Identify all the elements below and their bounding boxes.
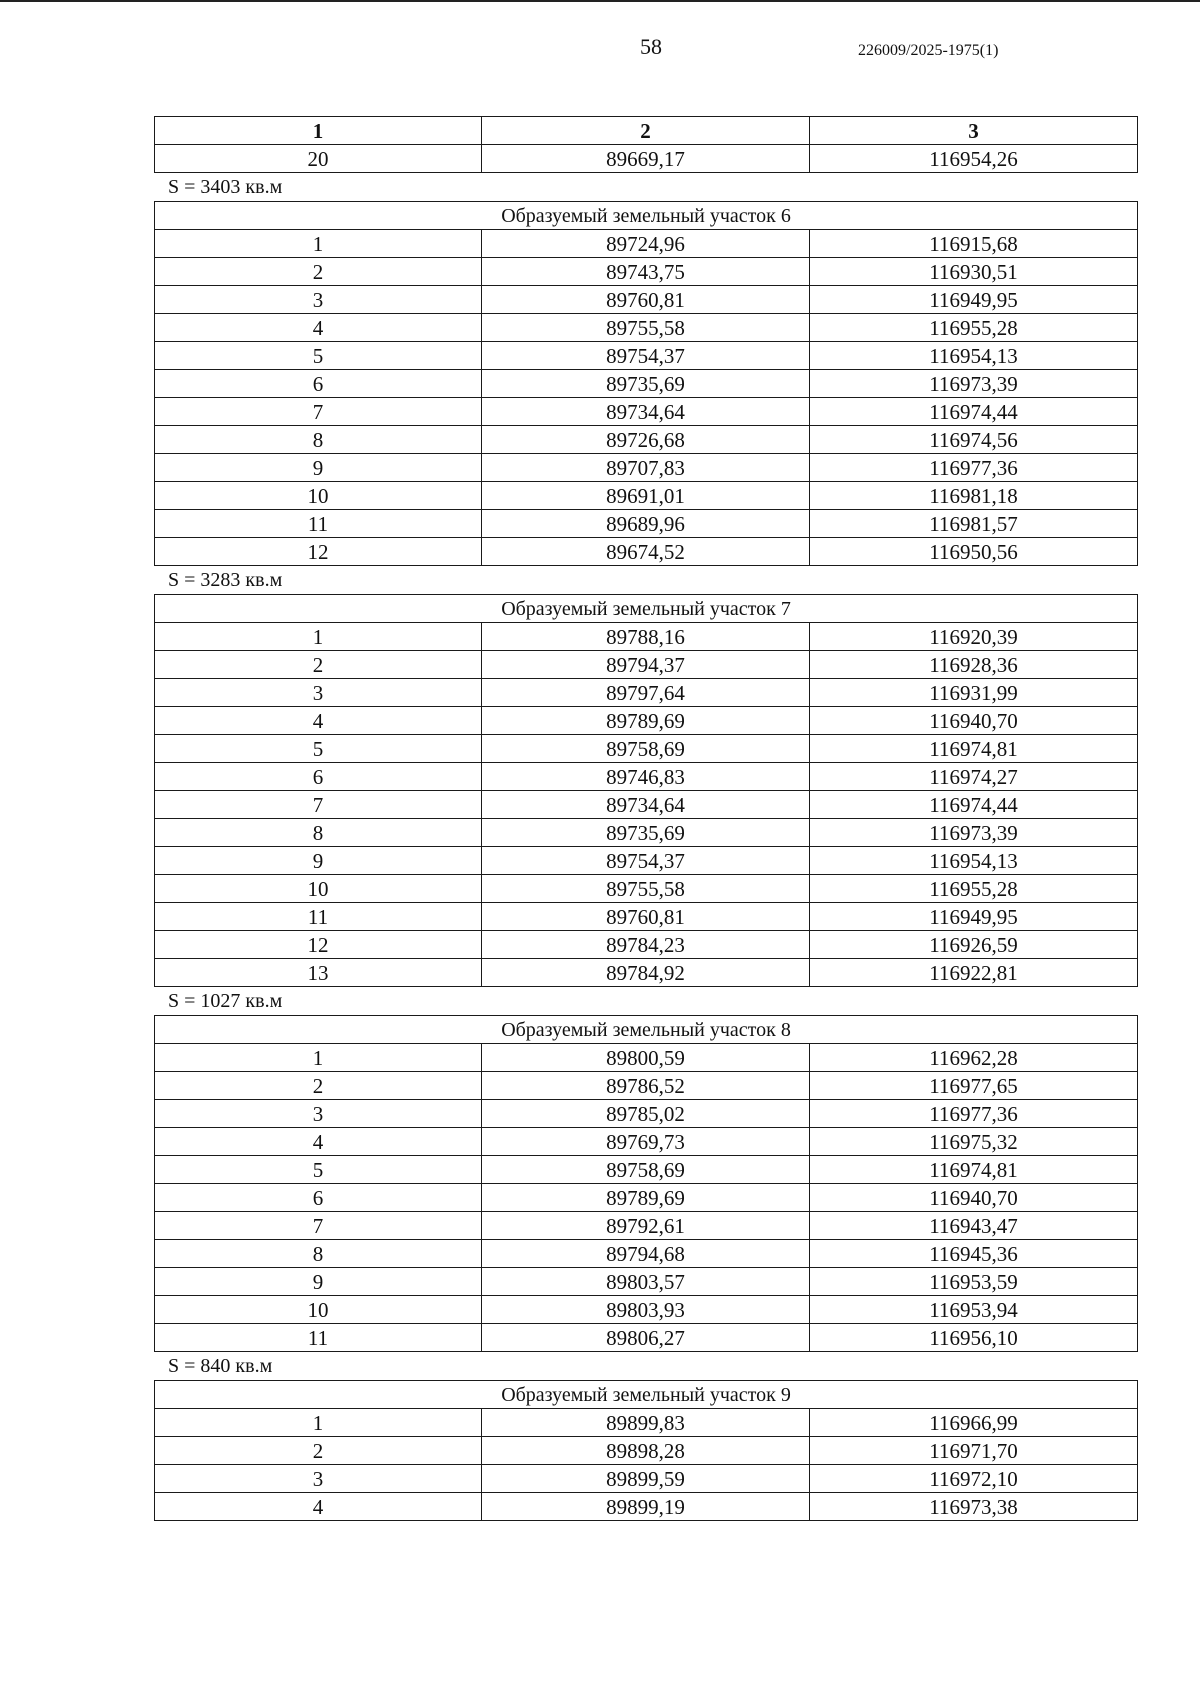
parcel-sections — [154, 173, 1137, 1521]
y-coordinate-cell: 116915,68 — [810, 230, 1138, 258]
point-number-cell: 7 — [155, 791, 482, 819]
x-coordinate-cell: 89734,64 — [482, 791, 810, 819]
x-coordinate-cell: 89760,81 — [482, 286, 810, 314]
table-row — [155, 510, 1138, 538]
table-row — [155, 1044, 1138, 1072]
table-row — [155, 1156, 1138, 1184]
y-coordinate-cell: 116950,56 — [810, 538, 1138, 566]
y-coordinate-cell: 116974,44 — [810, 791, 1138, 819]
point-number-cell: 7 — [155, 1212, 482, 1240]
column-header-1: 1 — [155, 117, 482, 145]
y-coordinate-cell: 116954,13 — [810, 342, 1138, 370]
table-row — [155, 1324, 1138, 1352]
y-coordinate-cell: 116922,81 — [810, 959, 1138, 987]
point-number-cell: 4 — [155, 1128, 482, 1156]
point-number-cell: 5 — [155, 342, 482, 370]
page-number: 58 — [640, 34, 662, 59]
parcel-coordinates-table — [154, 594, 1138, 987]
point-number-cell: 1 — [155, 623, 482, 651]
table-row — [155, 819, 1138, 847]
y-coordinate-cell: 116977,36 — [810, 1100, 1138, 1128]
point-number-cell: 20 — [155, 145, 482, 173]
table-row — [155, 651, 1138, 679]
x-coordinate-cell: 89784,92 — [482, 959, 810, 987]
table-row — [155, 398, 1138, 426]
y-coordinate-cell: 116931,99 — [810, 679, 1138, 707]
x-coordinate-cell: 89691,01 — [482, 482, 810, 510]
table-row — [155, 1268, 1138, 1296]
y-coordinate-cell: 116953,59 — [810, 1268, 1138, 1296]
y-coordinate-cell: 116945,36 — [810, 1240, 1138, 1268]
table-row — [155, 454, 1138, 482]
y-coordinate-cell: 116920,39 — [810, 623, 1138, 651]
table-row — [155, 847, 1138, 875]
x-coordinate-cell: 89735,69 — [482, 370, 810, 398]
x-coordinate-cell: 89674,52 — [482, 538, 810, 566]
x-coordinate-cell: 89724,96 — [482, 230, 810, 258]
x-coordinate-cell: 89760,81 — [482, 903, 810, 931]
section-title-row — [155, 202, 1138, 230]
column-header-3: 3 — [810, 117, 1138, 145]
point-number-cell: 6 — [155, 763, 482, 791]
area-label: S = 1027 кв.м — [168, 990, 283, 1012]
parcel-coordinates-table — [154, 1380, 1138, 1521]
parcel-coordinates-table — [154, 201, 1138, 566]
table-row — [155, 314, 1138, 342]
x-coordinate-cell: 89806,27 — [482, 1324, 810, 1352]
point-number-cell: 3 — [155, 1100, 482, 1128]
x-coordinate-cell: 89769,73 — [482, 1128, 810, 1156]
y-coordinate-cell: 116926,59 — [810, 931, 1138, 959]
y-coordinate-cell: 116974,56 — [810, 426, 1138, 454]
x-coordinate-cell: 89758,69 — [482, 735, 810, 763]
x-coordinate-cell: 89754,37 — [482, 342, 810, 370]
x-coordinate-cell: 89689,96 — [482, 510, 810, 538]
x-coordinate-cell: 89785,02 — [482, 1100, 810, 1128]
point-number-cell: 1 — [155, 230, 482, 258]
point-number-cell: 8 — [155, 426, 482, 454]
y-coordinate-cell: 116973,38 — [810, 1493, 1138, 1521]
point-number-cell: 9 — [155, 1268, 482, 1296]
point-number-cell: 9 — [155, 454, 482, 482]
point-number-cell: 2 — [155, 258, 482, 286]
point-number-cell: 10 — [155, 482, 482, 510]
y-coordinate-cell: 116928,36 — [810, 651, 1138, 679]
point-number-cell: 11 — [155, 903, 482, 931]
y-coordinate-cell: 116974,44 — [810, 398, 1138, 426]
point-number-cell: 5 — [155, 1156, 482, 1184]
point-number-cell: 8 — [155, 1240, 482, 1268]
x-coordinate-cell: 89755,58 — [482, 314, 810, 342]
parcel-coordinates-table — [154, 1015, 1138, 1352]
x-coordinate-cell: 89899,19 — [482, 1493, 810, 1521]
x-coordinate-cell: 89800,59 — [482, 1044, 810, 1072]
y-coordinate-cell: 116977,65 — [810, 1072, 1138, 1100]
section-title: Образуемый земельный участок 8 — [155, 1016, 1138, 1044]
table-row — [155, 1296, 1138, 1324]
table-row — [155, 903, 1138, 931]
table-row — [155, 286, 1138, 314]
y-coordinate-cell: 116981,57 — [810, 510, 1138, 538]
table-row — [155, 426, 1138, 454]
table-row — [155, 1100, 1138, 1128]
y-coordinate-cell: 116962,28 — [810, 1044, 1138, 1072]
table-row — [155, 707, 1138, 735]
section-title: Образуемый земельный участок 9 — [155, 1381, 1138, 1409]
y-coordinate-cell: 116973,39 — [810, 370, 1138, 398]
y-coordinate-cell: 116981,18 — [810, 482, 1138, 510]
x-coordinate-cell: 89792,61 — [482, 1212, 810, 1240]
table-row — [155, 679, 1138, 707]
y-coordinate-cell: 116972,10 — [810, 1465, 1138, 1493]
point-number-cell: 10 — [155, 1296, 482, 1324]
x-coordinate-cell: 89899,59 — [482, 1465, 810, 1493]
table-row — [155, 959, 1138, 987]
y-coordinate-cell: 116943,47 — [810, 1212, 1138, 1240]
point-number-cell: 3 — [155, 679, 482, 707]
top-border-line — [0, 0, 1200, 2]
y-coordinate-cell: 116949,95 — [810, 903, 1138, 931]
point-number-cell: 4 — [155, 1493, 482, 1521]
y-coordinate-cell: 116954,26 — [810, 145, 1138, 173]
point-number-cell: 11 — [155, 510, 482, 538]
x-coordinate-cell: 89788,16 — [482, 623, 810, 651]
column-header-row — [155, 117, 1138, 145]
table-row — [155, 1493, 1138, 1521]
x-coordinate-cell: 89743,75 — [482, 258, 810, 286]
point-number-cell: 7 — [155, 398, 482, 426]
point-number-cell: 4 — [155, 314, 482, 342]
table-row — [155, 1128, 1138, 1156]
point-number-cell: 6 — [155, 370, 482, 398]
x-coordinate-cell: 89898,28 — [482, 1437, 810, 1465]
y-coordinate-cell: 116966,99 — [810, 1409, 1138, 1437]
table-row — [155, 1465, 1138, 1493]
table-row — [155, 482, 1138, 510]
table-row — [155, 763, 1138, 791]
point-number-cell: 1 — [155, 1044, 482, 1072]
x-coordinate-cell: 89726,68 — [482, 426, 810, 454]
table-row — [155, 538, 1138, 566]
table-row — [155, 1212, 1138, 1240]
column-header-2: 2 — [482, 117, 810, 145]
y-coordinate-cell: 116974,81 — [810, 735, 1138, 763]
x-coordinate-cell: 89755,58 — [482, 875, 810, 903]
point-number-cell: 9 — [155, 847, 482, 875]
section-title: Образуемый земельный участок 7 — [155, 595, 1138, 623]
point-number-cell: 6 — [155, 1184, 482, 1212]
table-row — [155, 1409, 1138, 1437]
point-number-cell: 11 — [155, 1324, 482, 1352]
y-coordinate-cell: 116954,13 — [810, 847, 1138, 875]
x-coordinate-cell: 89789,69 — [482, 1184, 810, 1212]
table-row — [155, 145, 1138, 173]
table-row — [155, 623, 1138, 651]
y-coordinate-cell: 116955,28 — [810, 875, 1138, 903]
point-number-cell: 4 — [155, 707, 482, 735]
point-number-cell: 13 — [155, 959, 482, 987]
document-number: 226009/2025-1975(1) — [858, 42, 999, 59]
y-coordinate-cell: 116974,27 — [810, 763, 1138, 791]
table-row — [155, 1240, 1138, 1268]
point-number-cell: 8 — [155, 819, 482, 847]
x-coordinate-cell: 89746,83 — [482, 763, 810, 791]
table-row — [155, 931, 1138, 959]
y-coordinate-cell: 116973,39 — [810, 819, 1138, 847]
x-coordinate-cell: 89669,17 — [482, 145, 810, 173]
table-row — [155, 791, 1138, 819]
area-label: S = 3403 кв.м — [168, 176, 283, 198]
table-row — [155, 1072, 1138, 1100]
point-number-cell: 10 — [155, 875, 482, 903]
y-coordinate-cell: 116940,70 — [810, 1184, 1138, 1212]
x-coordinate-cell: 89794,37 — [482, 651, 810, 679]
y-coordinate-cell: 116956,10 — [810, 1324, 1138, 1352]
point-number-cell: 3 — [155, 286, 482, 314]
y-coordinate-cell: 116930,51 — [810, 258, 1138, 286]
section-title-row — [155, 595, 1138, 623]
y-coordinate-cell: 116977,36 — [810, 454, 1138, 482]
point-number-cell: 2 — [155, 651, 482, 679]
table-row — [155, 258, 1138, 286]
table-row — [155, 342, 1138, 370]
table-row — [155, 875, 1138, 903]
y-coordinate-cell: 116949,95 — [810, 286, 1138, 314]
point-number-cell: 2 — [155, 1437, 482, 1465]
y-coordinate-cell: 116955,28 — [810, 314, 1138, 342]
area-label: S = 840 кв.м — [168, 1355, 273, 1377]
point-number-cell: 3 — [155, 1465, 482, 1493]
x-coordinate-cell: 89899,83 — [482, 1409, 810, 1437]
y-coordinate-cell: 116940,70 — [810, 707, 1138, 735]
coordinates-content — [154, 116, 1137, 1521]
x-coordinate-cell: 89797,64 — [482, 679, 810, 707]
x-coordinate-cell: 89758,69 — [482, 1156, 810, 1184]
x-coordinate-cell: 89754,37 — [482, 847, 810, 875]
table-row — [155, 230, 1138, 258]
point-number-cell: 5 — [155, 735, 482, 763]
table-row — [155, 1437, 1138, 1465]
x-coordinate-cell: 89735,69 — [482, 819, 810, 847]
point-number-cell: 12 — [155, 931, 482, 959]
point-number-cell: 2 — [155, 1072, 482, 1100]
table-row — [155, 370, 1138, 398]
y-coordinate-cell: 116971,70 — [810, 1437, 1138, 1465]
y-coordinate-cell: 116974,81 — [810, 1156, 1138, 1184]
point-number-cell: 1 — [155, 1409, 482, 1437]
area-label: S = 3283 кв.м — [168, 569, 283, 591]
section-title-row — [155, 1381, 1138, 1409]
x-coordinate-cell: 89794,68 — [482, 1240, 810, 1268]
x-coordinate-cell: 89734,64 — [482, 398, 810, 426]
y-coordinate-cell: 116975,32 — [810, 1128, 1138, 1156]
x-coordinate-cell: 89803,93 — [482, 1296, 810, 1324]
y-coordinate-cell: 116953,94 — [810, 1296, 1138, 1324]
x-coordinate-cell: 89786,52 — [482, 1072, 810, 1100]
section-title-row — [155, 1016, 1138, 1044]
section-title: Образуемый земельный участок 6 — [155, 202, 1138, 230]
point-number-cell: 12 — [155, 538, 482, 566]
x-coordinate-cell: 89707,83 — [482, 454, 810, 482]
x-coordinate-cell: 89803,57 — [482, 1268, 810, 1296]
table-row — [155, 735, 1138, 763]
column-header-table — [154, 116, 1138, 173]
x-coordinate-cell: 89784,23 — [482, 931, 810, 959]
table-row — [155, 1184, 1138, 1212]
x-coordinate-cell: 89789,69 — [482, 707, 810, 735]
